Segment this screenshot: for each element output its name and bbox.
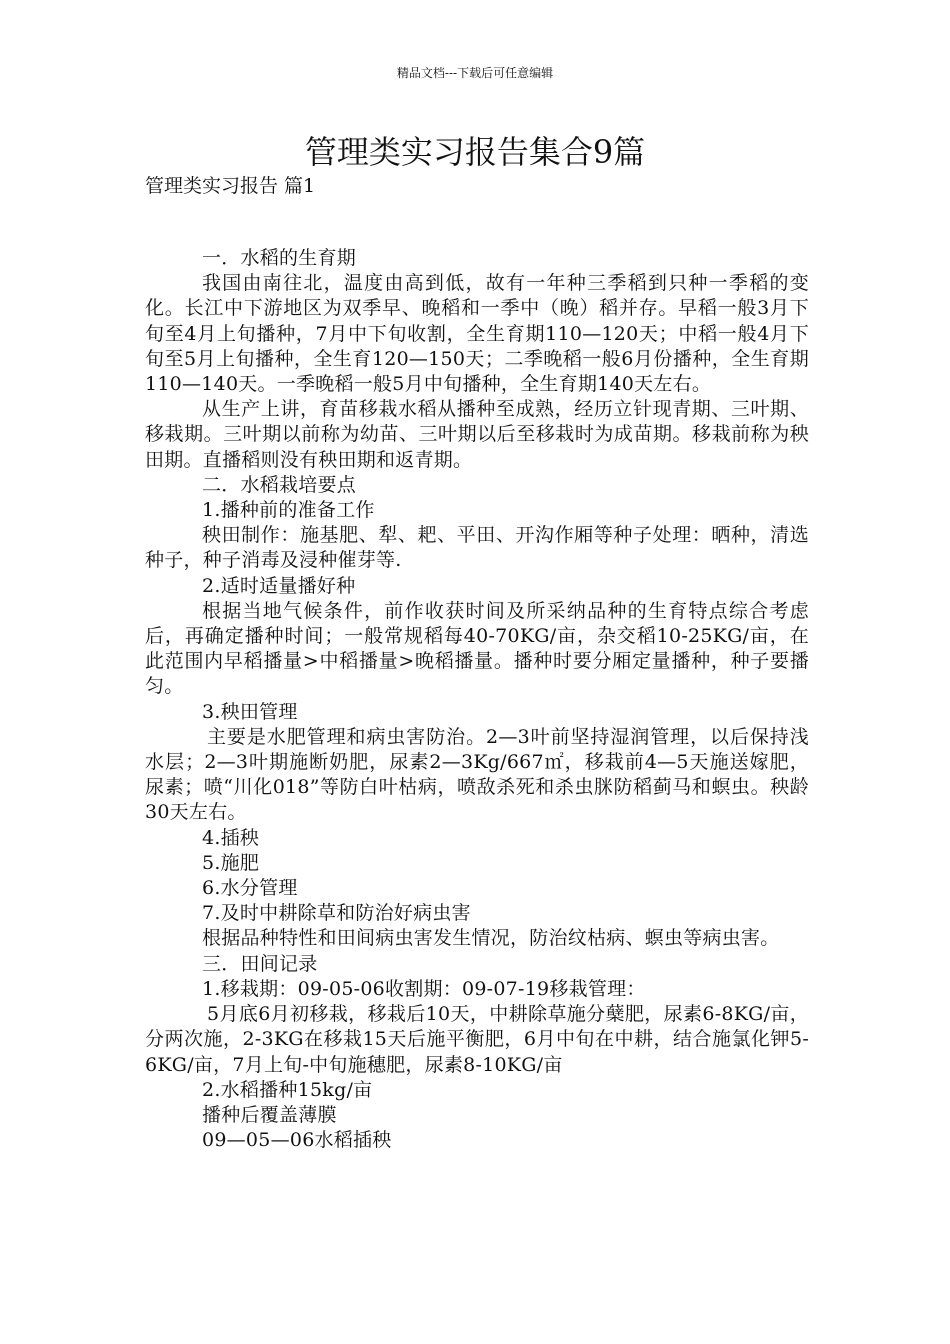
section-heading: 一．水稻的生育期 <box>202 247 357 269</box>
subsection-heading: 2.适时适量播好种 <box>202 574 356 597</box>
subsection-heading: 6.水分管理 <box>202 877 298 900</box>
body-paragraph: 主要是水肥管理和病虫害防治。2—3叶前坚持湿润管理，以后保持浅水层；2—3叶期施断奶肥，尿素2—3Kg/667㎡，移栽前4—5天施送嫁肥，尿素；喷“川化018”等防白叶枯病，喷敌杀死和杀虫脒防稻蓟马和螟虫。秧龄30天左右。 <box>145 725 809 824</box>
document-body <box>145 246 809 1153</box>
body-paragraph: 秧田制作：施基肥、犁、耙、平田、开沟作厢等种子处理：晒种，清选种子，种子消毒及浸种催芽等. <box>145 524 809 572</box>
body-paragraph: 09—05—06水稻插秧 <box>202 1129 392 1152</box>
document-subtitle: 管理类实习报告 篇1 <box>145 175 316 197</box>
subsection-heading: 1.播种前的准备工作 <box>202 499 375 522</box>
document-title: 管理类实习报告集合9篇 <box>304 133 646 171</box>
body-paragraph: 5月底6月初移栽，移栽后10天，中耕除草施分蘖肥，尿素6-8KG/亩，分两次施，2-3KG在移栽15天后施平衡肥，6月中旬在中耕，结合施氯化钾5-6KG/亩，7月上旬-中旬施穗肥，尿素8-10KG/亩 <box>145 1003 809 1076</box>
body-paragraph: 从生产上讲，育苗移栽水稻从播种至成熟，经历立针现青期、三叶期、移栽期。三叶期以前称为幼苗、三叶期以后至移栽时为成苗期。移栽前称为秧田期。直播稻则没有秧田期和返青期。 <box>145 398 809 471</box>
body-paragraph: 根据当地气候条件，前作收获时间及所采纳品种的生育特点综合考虑后，再确定播种时间；一般常规稻每40-70KG/亩，杂交稻10-25KG/亩，在此范围内早稻播量>中稻播量>晚稻播量。播种时要分厢定量播种，种子要播匀。 <box>145 599 809 698</box>
body-paragraph: 播种后覆盖薄膜 <box>202 1103 337 1126</box>
page-header-note: 精品文档---下载后可任意编辑 <box>396 66 554 80</box>
body-paragraph: 我国由南往北，温度由高到低，故有一年种三季稻到只种一季稻的变化。长江中下游地区为双季早、晚稻和一季中（晚）稻并存。早稻一般3月下旬至4月上旬播种，7月中下旬收割，全生育期110—120天；中稻一般4月下旬至5月上旬播种，全生育120—150天；二季晚稻一般6月份播种，全生育期110—140天。一季晚稻一般5月中旬播种，全生育期140天左右。 <box>145 272 809 396</box>
subsection-heading: 1.移栽期：09-05-06收割期：09-07-19移栽管理： <box>202 977 646 1000</box>
section-heading: 三．田间记录 <box>202 952 318 975</box>
subsection-heading: 2.水稻播种15kg/亩 <box>202 1078 373 1101</box>
section-heading: 二．水稻栽培要点 <box>202 473 357 496</box>
body-paragraph: 根据品种特性和田间病虫害发生情况，防治纹枯病、螟虫等病虫害。 <box>202 927 780 950</box>
subsection-heading: 7.及时中耕除草和防治好病虫害 <box>202 902 471 925</box>
subsection-heading: 4.插秧 <box>202 826 260 849</box>
subsection-heading: 3.秧田管理 <box>202 700 298 723</box>
subsection-heading: 5.施肥 <box>202 851 260 874</box>
